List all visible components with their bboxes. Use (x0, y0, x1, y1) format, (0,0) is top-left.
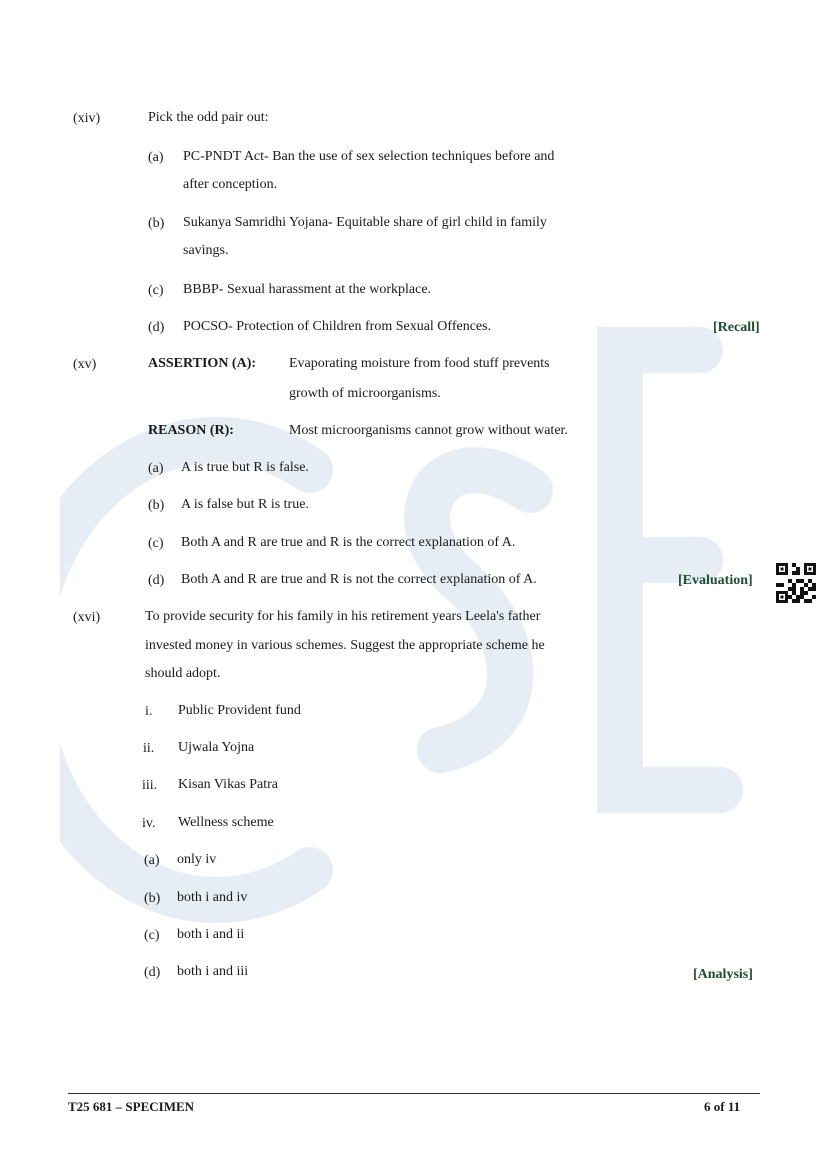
option-label: (b) (148, 216, 165, 231)
paper-code: T25 681 – SPECIMEN (68, 1099, 195, 1114)
option-text-continued: after conception. (183, 177, 278, 192)
item-label: iii. (142, 778, 158, 793)
option-label: (b) (144, 891, 161, 906)
item-label: ii. (143, 741, 155, 756)
option-text: both i and ii (177, 927, 245, 942)
reason-text: Most microorganisms cannot grow without water. (289, 423, 568, 438)
option-text: Sukanya Samridhi Yojana- Equitable share of girl child in family (183, 215, 547, 230)
bloom-tag-evaluation: [Evaluation] (678, 573, 753, 588)
question-stem: Pick the odd pair out: (148, 110, 269, 125)
question-stem-continued: should adopt. (145, 666, 221, 681)
option-text-continued: savings. (183, 243, 229, 258)
option-text: only iv (177, 852, 217, 867)
option-label: (d) (148, 573, 165, 588)
option-text: both i and iv (177, 890, 248, 905)
option-text: BBBP- Sexual harassment at the workplace. (183, 282, 432, 297)
option-text: A is false but R is true. (181, 497, 309, 512)
assertion-label: ASSERTION (A): (148, 356, 257, 371)
option-label: (c) (148, 536, 164, 551)
item-text: Ujwala Yojna (178, 740, 255, 755)
option-text: both i and iii (177, 964, 249, 979)
option-label: (a) (144, 853, 160, 868)
option-label: (b) (148, 498, 165, 513)
option-label: (c) (144, 928, 160, 943)
question-number: (xiv) (73, 111, 101, 126)
option-label: (d) (144, 965, 161, 980)
item-text: Wellness scheme (178, 815, 274, 830)
option-text: Both A and R are true and R is the correct explanation of A. (181, 535, 516, 550)
bloom-tag-analysis: [Analysis] (693, 967, 753, 982)
question-stem: To provide security for his family in his retirement years Leela's father (145, 609, 541, 624)
footer-divider (68, 1093, 760, 1094)
page-number: 6 of 11 (704, 1099, 741, 1114)
bloom-tag-recall: [Recall] (713, 320, 760, 335)
item-text: Public Provident fund (178, 703, 301, 718)
question-stem-continued: invested money in various schemes. Suggest the appropriate scheme he (145, 638, 545, 653)
question-number: (xv) (73, 357, 97, 372)
option-text: A is true but R is false. (181, 460, 309, 475)
assertion-text-continued: growth of microorganisms. (289, 386, 441, 401)
option-label: (a) (148, 150, 164, 165)
item-label: i. (145, 704, 153, 719)
option-label: (a) (148, 461, 164, 476)
item-label: iv. (142, 816, 156, 831)
item-text: Kisan Vikas Patra (178, 777, 278, 792)
assertion-text: Evaporating moisture from food stuff prevents (289, 356, 550, 371)
question-number: (xvi) (73, 610, 101, 625)
qr-code-icon (776, 563, 816, 603)
option-label: (c) (148, 283, 164, 298)
reason-label: REASON (R): (148, 423, 234, 438)
option-label: (d) (148, 320, 165, 335)
option-text: PC-PNDT Act- Ban the use of sex selection techniques before and (183, 149, 555, 164)
option-text: Both A and R are true and R is not the correct explanation of A. (181, 572, 537, 587)
option-text: POCSO- Protection of Children from Sexual Offences. (183, 319, 492, 334)
